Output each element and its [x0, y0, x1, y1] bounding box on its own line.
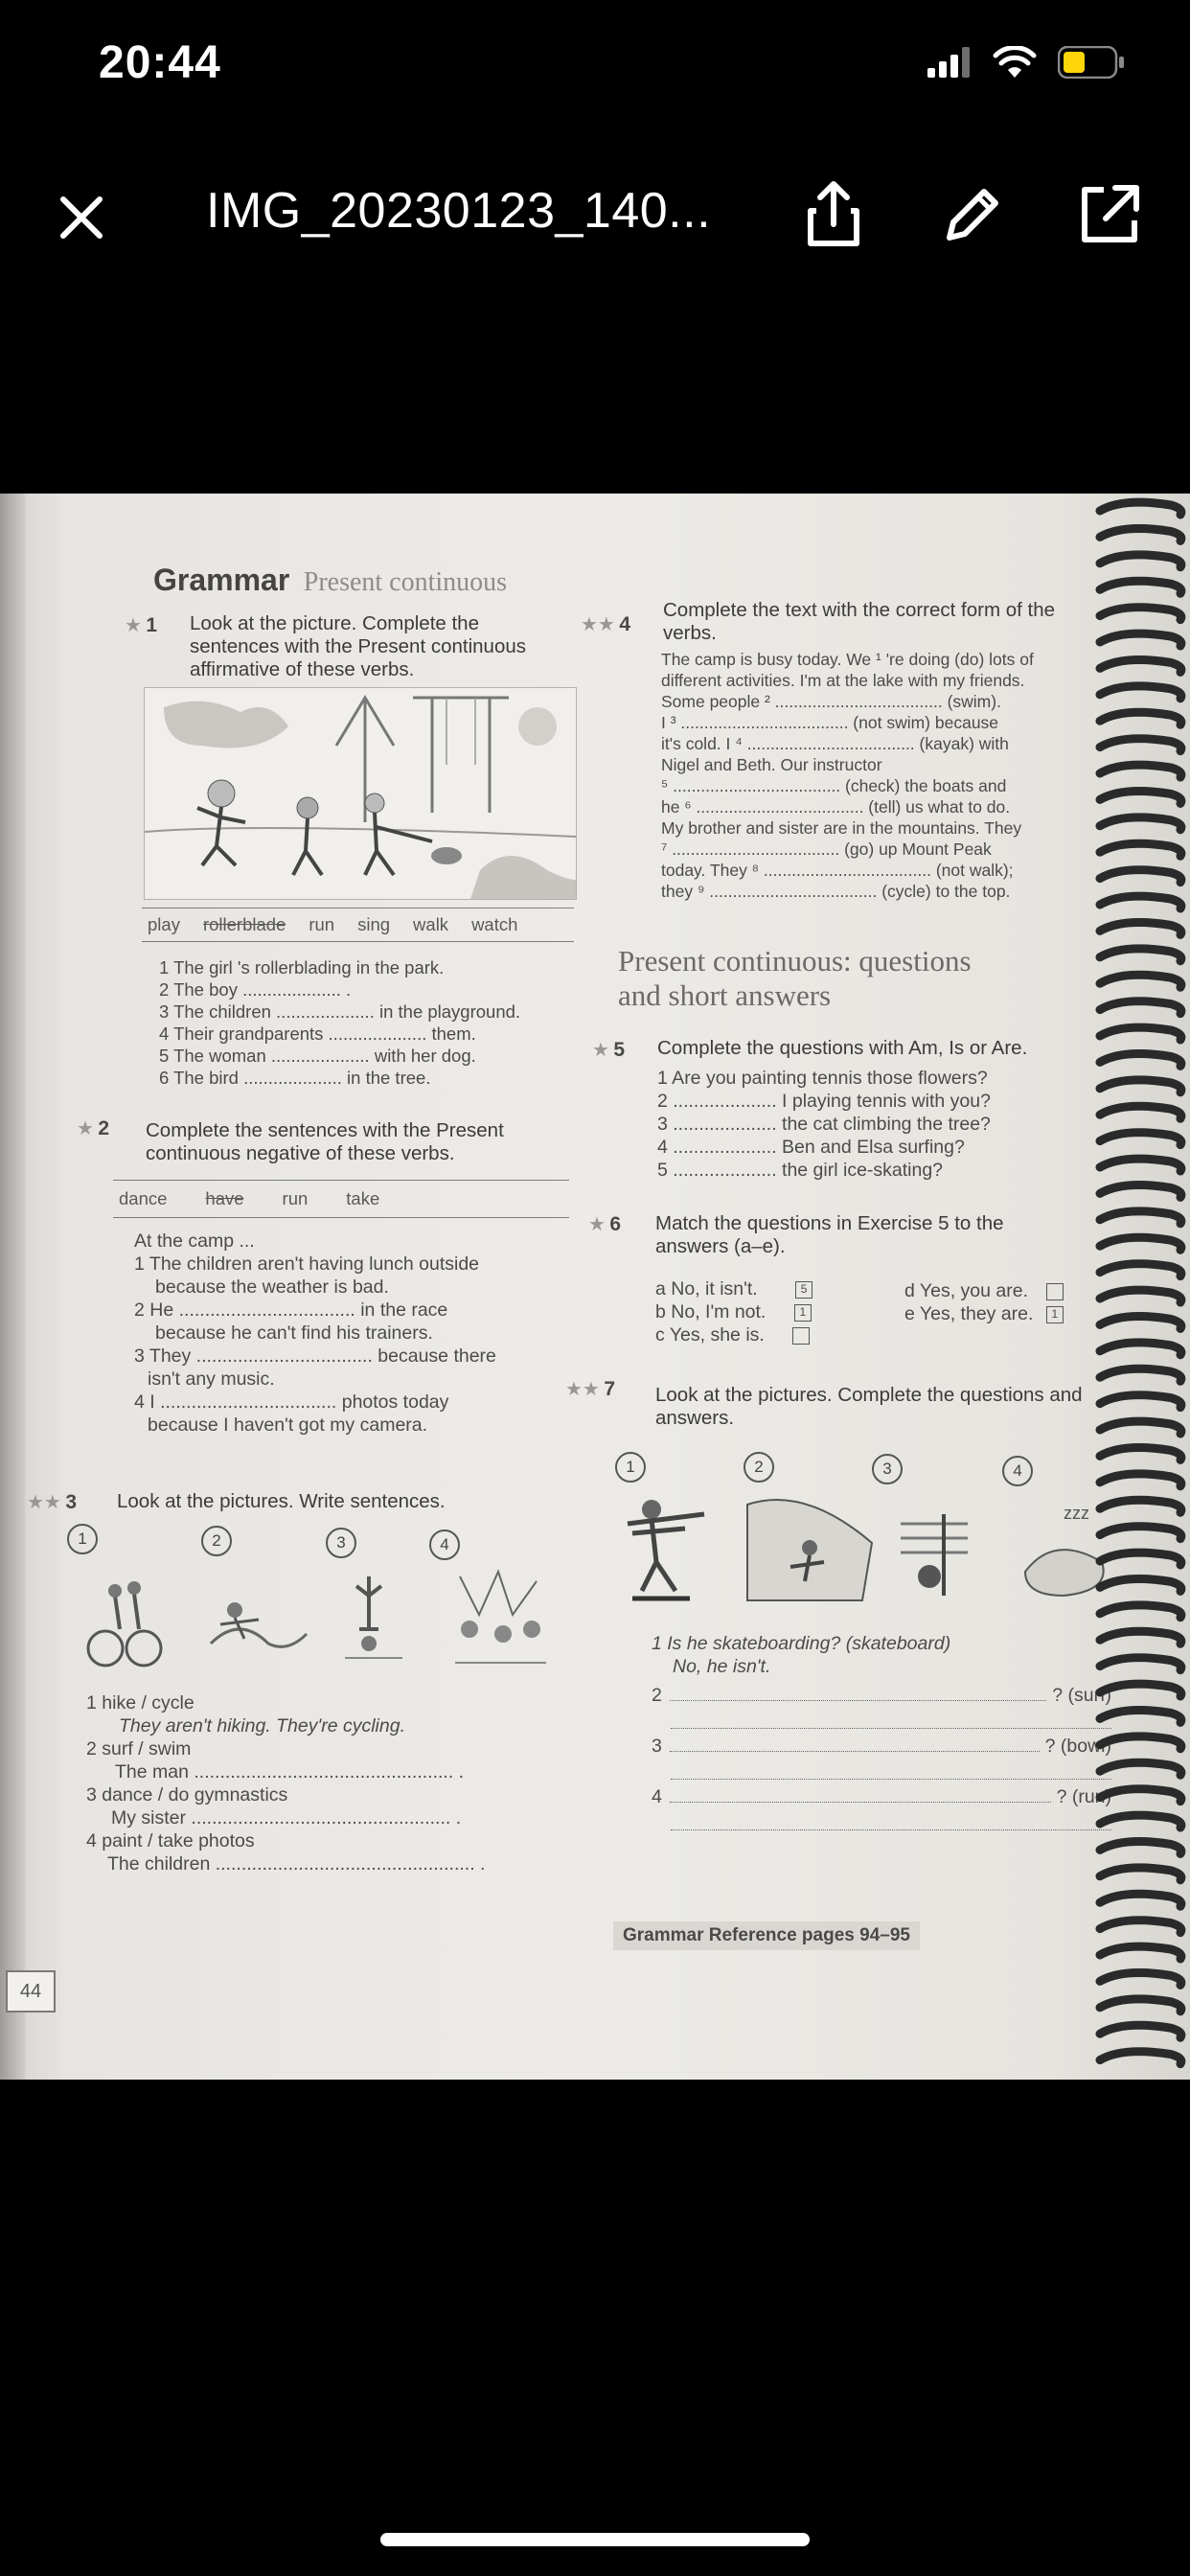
spiral-ring — [1100, 1474, 1181, 1486]
ex1-sentences — [159, 956, 581, 1089]
spiral-ring — [1100, 502, 1181, 515]
svg-text:zzz: zzz — [1064, 1504, 1089, 1523]
ex6-answer-a: a No, it isn't. — [655, 1278, 758, 1300]
ex6-answer-c: c Yes, she is. — [655, 1324, 765, 1346]
section-questions-heading — [618, 944, 1068, 1013]
file-title: IMG_20230123_140... — [206, 183, 712, 239]
spiral-ring — [1100, 870, 1181, 883]
ex3-line: 2 surf / swim — [86, 1738, 192, 1760]
grammar-reference: Grammar Reference pages 94–95 — [613, 1921, 920, 1950]
spiral-ring — [1100, 1894, 1181, 1906]
ex3-line: My sister .................................................. . — [111, 1807, 462, 1828]
ex7-answer-blank-3[interactable] — [671, 1758, 1111, 1780]
ex7-answer-blank-4[interactable] — [671, 1808, 1111, 1830]
spiral-ring — [1100, 922, 1181, 934]
ex1-line: 4 Their grandparents .................... them. — [159, 1024, 476, 1044]
spiral-ring — [1100, 975, 1181, 987]
ex7-a1: No, he isn't. — [673, 1656, 771, 1677]
spiral-ring — [1100, 581, 1181, 593]
ex4-line: ⁵ .................................... (check) the boats and — [661, 776, 1007, 795]
playground-illustration — [145, 688, 576, 899]
spiral-ring — [1100, 1080, 1181, 1092]
spiral-ring — [1100, 791, 1181, 803]
ex4-line: different activities. I'm at the lake with my friends. — [661, 671, 1025, 690]
spiral-ring — [1100, 1395, 1181, 1408]
home-indicator[interactable] — [380, 2533, 810, 2546]
spiral-ring — [1100, 528, 1181, 540]
ex5-number: ★ 5 — [592, 1039, 626, 1061]
ex6-answer-row — [655, 1300, 866, 1323]
ex6-answer-row — [655, 1277, 866, 1300]
spiral-ring — [1100, 1237, 1181, 1250]
wifi-icon — [993, 46, 1037, 79]
ex5-instruction: Complete the questions with Am, Is or Are. — [657, 1037, 1028, 1059]
spiral-ring — [1100, 2052, 1181, 2064]
ex6-box-b[interactable]: 1 — [794, 1304, 812, 1322]
spiral-ring — [1100, 1684, 1181, 1696]
ex1-line: 6 The bird .................... in the tree. — [159, 1068, 431, 1088]
ex7-blank-3[interactable] — [670, 1735, 1040, 1752]
spiral-ring — [1100, 896, 1181, 908]
ex4-line: My brother and sister are in the mountains. They — [661, 818, 1022, 838]
spiral-ring — [1100, 1552, 1181, 1565]
ex7-circle-2: 2 — [744, 1452, 774, 1483]
spiral-ring — [1100, 1343, 1181, 1355]
ex4-text — [661, 649, 1073, 902]
spiral-ring — [1100, 659, 1181, 672]
spiral-ring — [1100, 2025, 1181, 2037]
ex2-line: At the camp ... — [134, 1230, 255, 1252]
battery-icon — [1058, 46, 1125, 79]
ex2-line: because the weather is bad. — [155, 1276, 389, 1298]
ex2-instruction: Complete the sentences with the Present continuous negative of these verbs. — [146, 1119, 504, 1164]
spiral-ring — [1100, 1972, 1181, 1985]
spiral-ring — [1100, 1027, 1181, 1040]
spiral-ring — [1100, 1001, 1181, 1014]
ex3-line: The man .................................................. . — [115, 1761, 465, 1782]
section-heading-line2: and short answers — [618, 978, 832, 1012]
ex3-number: ★★ 3 — [27, 1491, 77, 1513]
spiral-ring — [1100, 1868, 1181, 1880]
spiral-ring — [1100, 843, 1181, 856]
ex6-answers-right — [904, 1279, 1096, 1325]
ex7-answer-blank-2[interactable] — [671, 1707, 1111, 1729]
photo-content[interactable] — [0, 494, 1190, 2080]
ex3-circle-3: 3 — [326, 1528, 356, 1558]
ex7-circle-1: 1 — [615, 1452, 646, 1483]
ex2-line: isn't any music. — [148, 1368, 275, 1390]
ex7-num-2: 2 — [652, 1685, 662, 1706]
share-icon[interactable] — [795, 176, 872, 253]
ex3-line: The children .................................................. . — [107, 1853, 486, 1874]
word-play: play — [148, 914, 180, 934]
spiral-ring — [1100, 1920, 1181, 1933]
ex6-answer-b: b No, I'm not. — [655, 1301, 767, 1322]
ex7-number: ★★ 7 — [565, 1378, 615, 1400]
ex2-line: because I haven't got my camera. — [148, 1414, 428, 1436]
spiral-ring — [1100, 1368, 1181, 1381]
ex3-line: They aren't hiking. They're cycling. — [119, 1715, 405, 1736]
ex4-line: it's cold. I ⁴ .................................... (kayak) with — [661, 734, 1009, 753]
spiral-ring — [1100, 1789, 1181, 1802]
ex7-circle-4: 4 — [1002, 1456, 1033, 1486]
status-bar — [0, 0, 1190, 134]
spiral-ring — [1100, 1815, 1181, 1828]
ex6-number: ★ 6 — [588, 1213, 622, 1235]
spiral-ring — [1100, 1053, 1181, 1066]
spiral-ring — [1100, 555, 1181, 567]
spiral-ring — [1100, 1946, 1181, 1959]
open-external-icon[interactable] — [1071, 176, 1148, 253]
ex4-line: Some people ² .................................... (swim). — [661, 692, 1001, 711]
spiral-ring — [1100, 1211, 1181, 1224]
ex7-row-2 — [652, 1684, 1111, 1707]
spiral-ring — [1100, 1631, 1181, 1644]
ex1-line: 3 The children .................... in the playground. — [159, 1001, 521, 1022]
ex7-num-3: 3 — [652, 1736, 662, 1757]
ex1-instruction: Look at the picture. Complete the sentences with the Present continuous affirmative of these verbs. — [190, 612, 526, 680]
ex3-line: 3 dance / do gymnastics — [86, 1784, 288, 1806]
spiral-ring — [1100, 1999, 1181, 2012]
word-sing: sing — [357, 914, 391, 934]
ex2-sentences — [134, 1230, 584, 1437]
ex1-line: 5 The woman .................... with her dog. — [159, 1046, 476, 1066]
ex7-hint-2: ? (surf) — [1052, 1685, 1111, 1706]
ex6-box-c[interactable] — [792, 1327, 810, 1345]
spiral-ring — [1100, 1316, 1181, 1328]
word-watch: watch — [471, 914, 518, 934]
page-edge-shadow — [0, 494, 25, 2080]
ex4-number: ★★ 4 — [581, 613, 630, 635]
ex4-line: they ⁹ .................................... (cycle) to the top. — [661, 882, 1011, 901]
ex1-line: 1 The girl 's rollerblading in the park. — [159, 957, 445, 978]
status-time: 20:44 — [99, 37, 221, 88]
ex6-instruction: Match the questions in Exercise 5 to the answers (a–e). — [655, 1212, 1004, 1257]
viewer-toolbar — [0, 163, 1190, 278]
spiral-ring — [1100, 765, 1181, 777]
ex3-sentences — [86, 1691, 537, 1875]
ex1-line: 2 The boy .................... . — [159, 979, 352, 1000]
ex7-num-4: 4 — [652, 1786, 662, 1807]
spiral-ring — [1100, 1578, 1181, 1591]
page-heading — [153, 563, 507, 598]
close-icon[interactable] — [48, 184, 115, 251]
ex4-line: today. They ⁸ .................................... (not walk); — [661, 861, 1014, 880]
spiral-ring — [1100, 1133, 1181, 1145]
word-run: run — [282, 1188, 309, 1208]
ex6-answer-e: e Yes, they are. — [904, 1303, 1034, 1324]
ex7-blank-2[interactable] — [670, 1684, 1046, 1701]
ex2-number: ★ 2 — [77, 1117, 110, 1139]
ex6-box-d[interactable] — [1046, 1283, 1064, 1300]
spiral-ring — [1100, 1421, 1181, 1434]
ex6-answer-row — [904, 1279, 1096, 1302]
ex5-line: 1 Are you painting tennis those flowers? — [657, 1068, 988, 1089]
ex3-circle-4: 4 — [429, 1530, 460, 1560]
ex6-box-e[interactable]: 1 — [1046, 1306, 1064, 1323]
spiral-ring — [1100, 1762, 1181, 1775]
ex7-row-4 — [652, 1785, 1111, 1808]
ex7-blank-4[interactable] — [670, 1785, 1051, 1803]
ex3-line: 1 hike / cycle — [86, 1692, 195, 1714]
ex4-line: I ³ .................................... (not swim) because — [661, 713, 999, 732]
spiral-ring — [1100, 686, 1181, 699]
ex5-line: 4 .................... Ben and Elsa surfing? — [657, 1137, 965, 1158]
ex5-line: 3 .................... the cat climbing the tree? — [657, 1114, 991, 1135]
ex6-answer-row — [904, 1302, 1096, 1325]
ex6-answer-d: d Yes, you are. — [904, 1280, 1029, 1301]
status-icons — [927, 46, 1125, 79]
ex1-playground-picture — [144, 687, 577, 900]
ex6-answer-row — [655, 1323, 866, 1346]
spiral-ring — [1100, 1500, 1181, 1512]
spiral-ring — [1100, 1736, 1181, 1749]
spiral-binding — [1085, 494, 1190, 2080]
word-have: have — [205, 1188, 244, 1208]
ex3-circle-1: 1 — [67, 1524, 98, 1554]
spiral-ring — [1100, 1159, 1181, 1171]
ex6-answers-left — [655, 1277, 866, 1346]
spiral-ring — [1100, 712, 1181, 724]
ex2-line: 4 I .................................. photos today — [134, 1392, 449, 1413]
ex2-word-box — [113, 1180, 569, 1218]
section-heading-line1: Present continuous: questions — [618, 944, 972, 978]
ex7-hint-3: ? (bowl) — [1044, 1736, 1111, 1757]
spiral-ring — [1100, 1710, 1181, 1722]
word-run: run — [309, 914, 335, 934]
ex4-line: ⁷ .................................... (go) up Mount Peak — [661, 840, 992, 859]
ex2-line: because he can't find his trainers. — [155, 1322, 433, 1344]
page-number: 44 — [6, 1970, 56, 2012]
ex7-hint-4: ? (run) — [1056, 1786, 1111, 1807]
ex5-line: 2 .................... I playing tennis with you? — [657, 1091, 991, 1112]
word-dance: dance — [119, 1188, 168, 1208]
signal-icon — [927, 47, 972, 78]
ex5-questions — [657, 1067, 1069, 1182]
spiral-ring — [1100, 1605, 1181, 1618]
ex3-pictures — [77, 1557, 556, 1672]
heading-present-continuous: Present continuous — [303, 567, 508, 597]
edit-pencil-icon[interactable] — [934, 176, 1011, 253]
spiral-ring — [1100, 1527, 1181, 1539]
ex4-instruction: Complete the text with the correct form of the verbs. — [663, 599, 1056, 644]
spiral-ring — [1100, 1658, 1181, 1670]
ex2-line: 1 The children aren't having lunch outside — [134, 1254, 480, 1275]
heading-grammar: Grammar — [153, 563, 290, 597]
ex2-line: 3 They .................................. because there — [134, 1346, 496, 1367]
spiral-ring — [1100, 817, 1181, 830]
ex5-line: 5 .................... the girl ice-skating? — [657, 1160, 944, 1181]
ex3-line: 4 paint / take photos — [86, 1830, 255, 1852]
word-rollerblade: rollerblade — [202, 914, 286, 934]
spiral-ring — [1100, 949, 1181, 961]
ex7-questions — [652, 1632, 1111, 1830]
ex1-word-box — [142, 908, 574, 942]
ex6-box-a[interactable]: 5 — [795, 1281, 812, 1299]
ex4-line: The camp is busy today. We ¹ 're doing (do) lots of — [661, 650, 1034, 669]
ex3-circle-2: 2 — [201, 1526, 232, 1556]
ex4-line: he ⁶ .................................... (tell) us what to do. — [661, 797, 1011, 816]
word-take: take — [346, 1188, 380, 1208]
spiral-ring — [1100, 1290, 1181, 1302]
spiral-ring — [1100, 1264, 1181, 1276]
spiral-ring — [1100, 1447, 1181, 1460]
ex2-line: 2 He .................................. in the race — [134, 1300, 448, 1321]
ex7-pictures — [613, 1485, 1111, 1610]
spiral-ring — [1100, 1841, 1181, 1853]
ex7-row-3 — [652, 1735, 1111, 1758]
spiral-ring — [1100, 1184, 1181, 1197]
ex7-q1: 1 Is he skateboarding? (skateboard) — [652, 1633, 951, 1654]
ex7-instruction: Look at the pictures. Complete the questions and answers. — [655, 1384, 1083, 1429]
word-walk: walk — [413, 914, 449, 934]
ex1-number: ★ 1 — [125, 614, 158, 636]
ex7-circle-3: 3 — [872, 1454, 903, 1484]
spiral-ring — [1100, 1106, 1181, 1118]
ex3-instruction: Look at the pictures. Write sentences. — [117, 1490, 446, 1512]
ex4-line: Nigel and Beth. Our instructor — [661, 755, 882, 774]
spiral-ring — [1100, 633, 1181, 646]
spiral-ring — [1100, 608, 1181, 620]
spiral-ring — [1100, 739, 1181, 751]
